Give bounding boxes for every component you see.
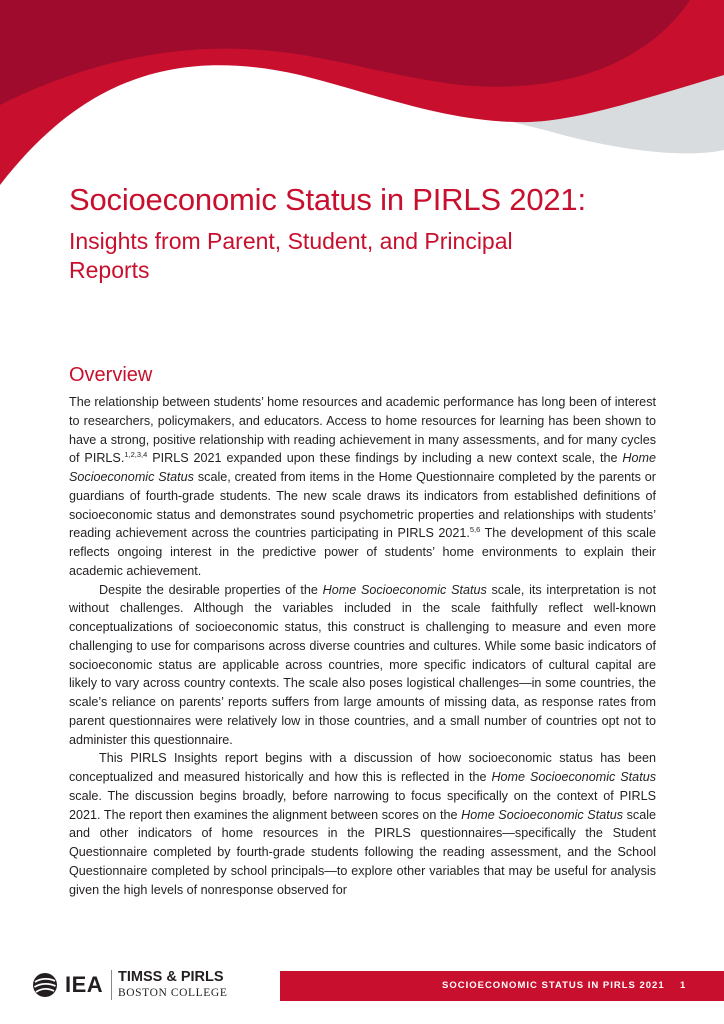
title-line-1: Socioeconomic Status in PIRLS 2021: — [69, 182, 586, 217]
p3-emphasis: Home Socioeconomic Status — [491, 770, 656, 784]
publisher-logo[interactable] — [32, 968, 228, 1002]
p2-text-b: scale, its interpretation is not without challenges. Although the variables included in the scale faithfully reflect well-known conceptualizations of socioeconomic status, this construct is challenging to measure and even more challenging to use for comparisons across diverse countries and cultures. While some basic indicators of socioeconomic status are applicable across countries, more specific indicators of cultural capital are likely to vary across country contexts. The scale also poses logistical challenges—in some countries, the scale’s reliance on parents’ reports suffers from large amounts of missing data, as response rates from parent questionnaires were relatively low in those countries, and a small number of countries opt not to administer this questionnaire. — [69, 582, 656, 747]
p3-emphasis: Home Socioeconomic Status — [461, 807, 624, 822]
paragraph-2 — [69, 581, 656, 750]
p3-text-b: scale. The discussion begins broadly, before narrowing to focus specifically on the context of PIRLS 2021. The report then examines the alignment between scores on the — [69, 788, 656, 822]
p1-emphasis: Home Socioeconomic Status — [69, 451, 656, 484]
footnote-ref: 1,2,3,4 — [124, 450, 148, 460]
body-text — [69, 393, 656, 899]
paragraph-3 — [69, 749, 656, 899]
footnote-ref: 5,6 — [469, 525, 481, 535]
boston-college-label: BOSTON COLLEGE — [118, 987, 228, 999]
iea-label: IEA — [65, 972, 104, 997]
running-title: SOCIOECONOMIC STATUS IN PIRLS 2021 — [442, 980, 665, 991]
footer-bar — [280, 971, 724, 1001]
iea-globe-icon — [32, 972, 58, 998]
p2-emphasis: Home Socioeconomic Status — [322, 582, 487, 597]
subtitle-line-2: Reports — [69, 257, 150, 283]
page-number: 1 — [680, 980, 686, 991]
report-title — [69, 181, 689, 285]
p1-text-b: PIRLS 2021 expanded upon these findings by including a new context scale, the — [147, 451, 623, 466]
header-wave-banner — [0, 0, 724, 190]
paragraph-1 — [69, 393, 656, 581]
timss-pirls-label: TIMSS & PIRLS — [118, 969, 224, 985]
p1-text-a: The relationship between students’ home resources and academic performance has long been of interest to researchers, policymakers, and educators. Access to home resources for learning has been shown to have a strong, positive relationship with reading achievement in many assessments, and for many cycles of PIRLS. — [69, 395, 656, 466]
p1-text-c: scale, created from items in the Home Questionnaire completed by the parents or guardians of fourth-grade students. The new scale draws its indicators from established definitions of socioeconomic status and demonstrates sound psychometric properties and relationships with students’ reading achievement across the countries participating in PIRLS 2021. — [69, 470, 656, 541]
p3-text-a: This PIRLS Insights report begins with a discussion of how socioeconomic status has been conceptualized and measured historically and how this is reflected in the — [69, 751, 656, 784]
p1-text-d: The development of this scale reflects ongoing interest in the predictive power of students’ home environments to explain their academic achievement. — [69, 526, 656, 578]
p2-text-a: Despite the desirable properties of the — [99, 582, 323, 597]
section-heading-overview: Overview — [69, 364, 153, 386]
title-subtitle — [69, 227, 689, 285]
logo-divider — [111, 970, 112, 1000]
p3-text-c: scale and other indicators of home resources in the PIRLS questionnaires—specifically the Student Questionnaire completed by fourth-grade students following the reading assessment, and the School Questionnaire completed by school principals—to explore other variables that may be useful for analysis given the high levels of nonresponse observed for — [69, 807, 657, 897]
subtitle-line-1: Insights from Parent, Student, and Principal — [69, 228, 513, 254]
